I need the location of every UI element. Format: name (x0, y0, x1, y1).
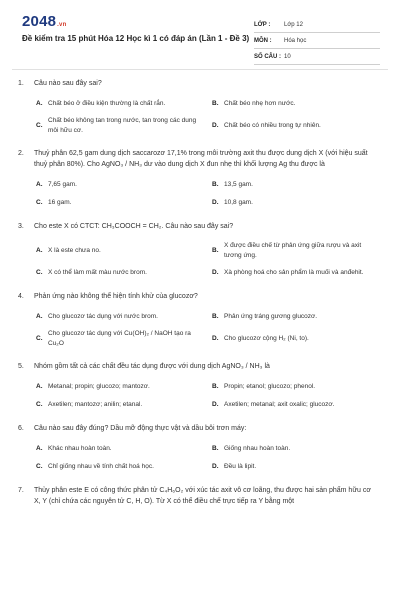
option-letter: B. (212, 247, 219, 254)
page-header (0, 0, 400, 64)
question-item (18, 485, 378, 507)
question-text: Câu nào sau đây đúng? Dầu mỡ động thực vật và dầu bôi trơn máy: (34, 425, 247, 432)
option-letter: A. (36, 313, 43, 320)
answer-option[interactable] (212, 241, 378, 261)
option-letter: C. (36, 401, 43, 408)
question-item (18, 148, 378, 209)
option-text: Axetilen; metanal; axit oxalic; glucozơ. (224, 401, 335, 408)
answer-option[interactable] (36, 399, 202, 411)
header-divider (12, 69, 388, 70)
question-number: 3. (18, 223, 24, 230)
option-text: Chất béo nhẹ hơn nước. (224, 100, 296, 107)
question-stem (18, 291, 378, 302)
option-text: 10,8 gam. (224, 199, 253, 206)
option-letter: A. (36, 383, 43, 390)
option-letter: C. (36, 463, 43, 470)
option-text: Chất béo ở điều kiện thường là chất rắn. (48, 100, 166, 107)
question-item (18, 423, 378, 473)
answer-option[interactable] (36, 116, 202, 136)
option-letter: D. (212, 463, 219, 470)
option-letter: D. (212, 269, 219, 276)
answer-options (36, 98, 378, 136)
question-number: 7. (18, 487, 24, 494)
option-letter: C. (36, 269, 43, 276)
answer-option[interactable] (212, 197, 378, 209)
answer-option[interactable] (36, 179, 202, 191)
site-logo[interactable] (22, 13, 66, 30)
answer-option[interactable] (212, 116, 378, 136)
answer-option[interactable] (212, 329, 378, 349)
option-text: Đều là lipit. (224, 463, 257, 470)
option-letter: C. (36, 335, 43, 342)
question-item (18, 361, 378, 411)
answer-option[interactable] (212, 443, 378, 455)
answer-option[interactable] (212, 98, 378, 110)
option-text: Propin; etanol; glucozo; phenol. (224, 383, 316, 390)
question-stem (18, 361, 378, 372)
option-text: Cho glucozơ tác dụng với Cu(OH)₂ / NaOH tạo ra Cu₂O (48, 330, 191, 347)
question-stem (18, 148, 378, 170)
question-number: 6. (18, 425, 24, 432)
option-letter: D. (212, 199, 219, 206)
logo-suffix: .vn (57, 22, 67, 28)
option-text: Chất béo không tan trong nước, tan trong các dung môi hữu cơ. (48, 117, 197, 134)
question-number: 2. (18, 150, 24, 157)
option-text: 13,5 gam. (224, 181, 253, 188)
option-text: Cho glucozơ cộng H₂ (Ni, to). (224, 335, 309, 342)
option-letter: A. (36, 445, 43, 452)
option-letter: C. (36, 199, 43, 206)
option-letter: C. (36, 122, 43, 129)
meta-label: LỚP : (254, 21, 271, 28)
meta-value: Hóa học (284, 37, 307, 44)
option-letter: A. (36, 247, 43, 254)
option-text: Chất béo có nhiều trong tự nhiên. (224, 122, 321, 129)
question-stem (18, 221, 378, 232)
answer-option[interactable] (212, 461, 378, 473)
meta-row-count (254, 49, 380, 65)
answer-option[interactable] (36, 329, 202, 349)
option-letter: D. (212, 401, 219, 408)
question-text: Thủy phân este E có công thức phân tử C₄H₆O₂ với xúc tác axit vô cơ loãng, thu được hai sản phẩm hữu cơ X, Y (chỉ chứa các nguyên tử C, H, O). Từ X có thể điều chế trực tiếp ra Y bằng một (34, 487, 371, 505)
option-text: Metanal; propin; glucozo; mantozơ. (48, 383, 150, 390)
question-text: Phản ứng nào không thể hiện tính khử của glucozơ? (34, 293, 198, 300)
meta-value: 10 (284, 53, 291, 60)
exam-title: Đề kiểm tra 15 phút Hóa 12 Học kì 1 có đáp án (Lần 1 - Đề 3) (22, 34, 250, 43)
option-letter: A. (36, 100, 43, 107)
question-stem (18, 423, 378, 434)
answer-options (36, 381, 378, 411)
answer-option[interactable] (36, 443, 202, 455)
option-text: Khác nhau hoàn toàn. (48, 445, 112, 452)
option-text: Giống nhau hoàn toàn. (224, 445, 291, 452)
option-text: 7,65 gam. (48, 181, 77, 188)
answer-option[interactable] (36, 98, 202, 110)
question-text: Nhóm gồm tất cả các chất đều tác dụng được với dung dịch AgNO₃ / NH₃ là (34, 363, 270, 370)
meta-value: Lớp 12 (284, 21, 303, 28)
answer-option[interactable] (212, 267, 378, 279)
meta-label: SỐ CÂU : (254, 53, 281, 60)
option-text: Phản ứng tráng gương glucozơ. (224, 313, 318, 320)
option-letter: B. (212, 445, 219, 452)
answer-options (36, 179, 378, 209)
option-text: Xà phòng hoá cho sản phẩm là muối và anđehit. (224, 269, 364, 276)
option-text: 16 gam. (48, 199, 72, 206)
question-number: 1. (18, 80, 24, 87)
question-item (18, 291, 378, 349)
answer-option[interactable] (36, 461, 202, 473)
answer-option[interactable] (36, 267, 202, 279)
option-letter: A. (36, 181, 43, 188)
answer-option[interactable] (212, 179, 378, 191)
option-letter: D. (212, 122, 219, 129)
option-letter: B. (212, 100, 219, 107)
question-stem (18, 78, 378, 89)
question-item (18, 78, 378, 136)
option-letter: B. (212, 181, 219, 188)
question-list (18, 78, 378, 519)
answer-options (36, 443, 378, 473)
meta-row-subject (254, 33, 380, 49)
answer-option[interactable] (36, 197, 202, 209)
question-number: 4. (18, 293, 24, 300)
answer-options (36, 311, 378, 349)
question-item (18, 221, 378, 279)
logo-text: 2048 (22, 13, 57, 30)
meta-row-class (254, 17, 380, 33)
question-stem (18, 485, 378, 507)
answer-option[interactable] (212, 399, 378, 411)
option-letter: D. (212, 335, 219, 342)
option-text: X được điều chế từ phản ứng giữa rượu và axit tương ứng. (224, 242, 362, 259)
answer-option[interactable] (36, 311, 202, 323)
option-text: X là este chưa no. (48, 247, 101, 254)
option-text: X có thể làm mất màu nước brom. (48, 269, 147, 276)
question-text: Câu nào sau đây sai? (34, 80, 102, 87)
answer-option[interactable] (212, 311, 378, 323)
option-letter: B. (212, 313, 219, 320)
question-number: 5. (18, 363, 24, 370)
option-letter: B. (212, 383, 219, 390)
answer-options (36, 241, 378, 279)
answer-option[interactable] (36, 381, 202, 393)
question-text: Cho este X có CTCT: CH₃COOCH = CH₂. Câu nào sau đây sai? (34, 223, 234, 230)
meta-label: MÔN : (254, 37, 272, 44)
option-text: Cho glucozơ tác dụng với nước brom. (48, 313, 158, 320)
option-text: Axetilen; mantozơ; anilin; etanal. (48, 401, 143, 408)
question-text: Thuỷ phân 62,5 gam dung dịch saccarozơ 17,1% trong môi trường axit thu được dung dịch X (với hiệu suất thuỷ phân 80%). Cho AgNO₃ / NH₃ dư vào dung dịch X đun nhẹ thì khối lượng Ag thu được là (34, 150, 368, 168)
answer-option[interactable] (212, 381, 378, 393)
exam-meta (254, 17, 380, 65)
answer-option[interactable] (36, 241, 202, 261)
option-text: Chỉ giống nhau về tính chất hoá học. (48, 463, 154, 470)
